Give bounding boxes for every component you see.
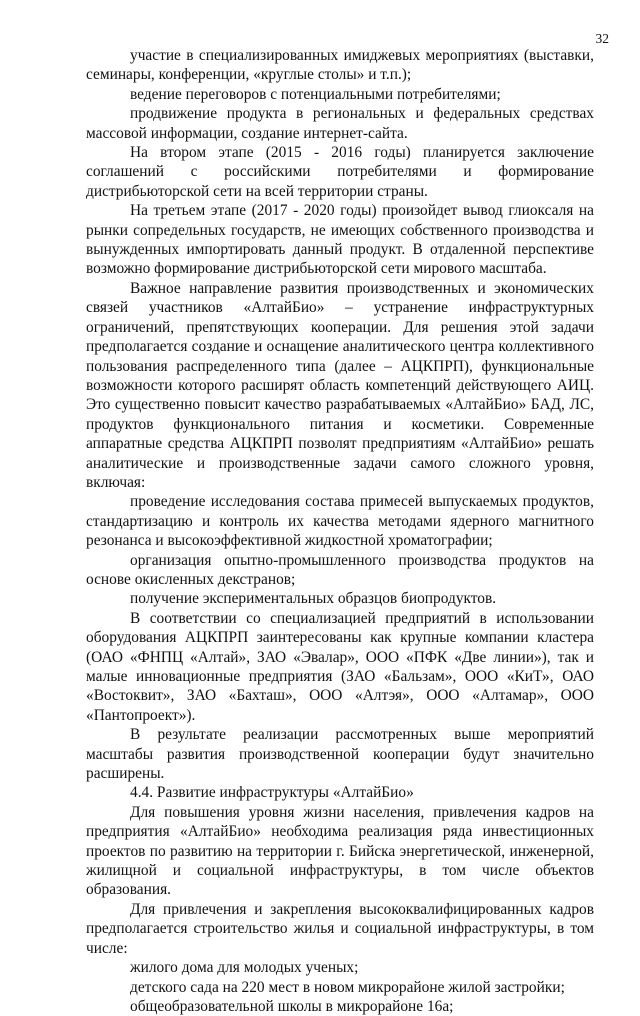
section-heading-4-4: 4.4. Развитие инфраструктуры «АлтайБио» <box>130 784 414 802</box>
paragraph-infrastructure-direction: Важное направление развития производственных и экономических связей участников «АлтайБио» – устранение инфраструктурных ограничений, препятствующих кооперации. Для решения этой задачи предполагается создание и оснащение аналитического центра коллективного пользования распределенного типа (далее – АЦКПРП), функциональные возможности которого расширят область компетенций действующего АИЦ. Это существенно повысит качество разрабатываемых «АлтайБио» БАД, ЛС, продуктов функционального питания и косметики. Современные аппаратные средства АЦКПРП позволят предприятиям «АлтайБио» решать аналитические и производственные задачи самого сложного уровня, включая: <box>86 279 594 491</box>
paragraph-media-promotion: продвижение продукта в региональных и федеральных средствах массовой информации, создание интернет-сайта. <box>86 105 594 142</box>
paragraph-interested-companies: В соответствии со специализацией предприятий в использовании оборудования АЦКПРП заинтересованы как крупные компании кластера (ОАО «ФНПЦ «Алтай», ЗАО «Эвалар», ООО «ПФК «Две линии»), так и малые инновационные предприятия (ЗАО «Бальзам», ООО «КиТ», ОАО «Востоквит», ЗАО «Бахташ», ООО «Алтэя», ООО «Алтамар», ООО «Пантопроект»). <box>86 609 594 724</box>
paragraph-kindergarten: детского сада на 220 мест в новом микрорайоне жилой застройки; <box>130 978 565 996</box>
paragraph-cooperation-result: В результате реализации рассмотренных выше мероприятий масштабы развития производственной кооперации будут значительно расширены. <box>86 726 594 783</box>
paragraph-school: общеобразовательной школы в микрорайоне 16а; <box>130 997 454 1015</box>
paragraph-negotiations: ведение переговоров с потенциальными потребителями; <box>130 85 501 103</box>
page-number: 32 <box>595 31 609 46</box>
paragraph-living-standards: Для повышения уровня жизни населения, привлечения кадров на предприятия «АлтайБио» необходима реализация ряда инвестиционных проектов по развитию на территории г. Бийска энергетической, инженерной, жилищной и социальной инфраструктуры, в том числе объектов образования. <box>86 803 594 899</box>
paragraph-experimental-samples: получение экспериментальных образцов биопродуктов. <box>130 590 497 608</box>
paragraph-pilot-production: организация опытно-промышленного производства продуктов на основе окисленных декстранов; <box>86 551 594 588</box>
paragraph-housing-construction: Для привлечения и закрепления высококвалифицированных кадров предполагается строительство жилья и социальной инфраструктуры, в том числе: <box>86 900 594 957</box>
paragraph-second-stage: На втором этапе (2015 - 2016 годы) планируется заключение соглашений с российскими потребителями и формирование дистрибьюторской сети на всей территории страны. <box>86 144 594 200</box>
paragraph-young-scientists-house: жилого дома для молодых ученых; <box>130 959 359 977</box>
paragraph-impurity-research: проведение исследования состава примесей выпускаемых продуктов, стандартизацию и контроль их качества методами ядерного магнитного резонанса и высокоэффективной жидкостной хроматографии; <box>86 493 594 550</box>
paragraph-exhibitions: участие в специализированных имиджевых мероприятиях (выставки, семинары, конференции, «круглые столы» и т.п.); <box>86 47 594 84</box>
page-body <box>86 46 594 1016</box>
paragraph-third-stage: На третьем этапе (2017 - 2020 годы) произойдет вывод глиоксаля на рынки сопредельных государств, не имеющих собственного производства и вынужденных импортировать данный продукт. В отдаленной перспективе возможно формирование дистрибьюторской сети мирового масштаба. <box>86 202 594 278</box>
